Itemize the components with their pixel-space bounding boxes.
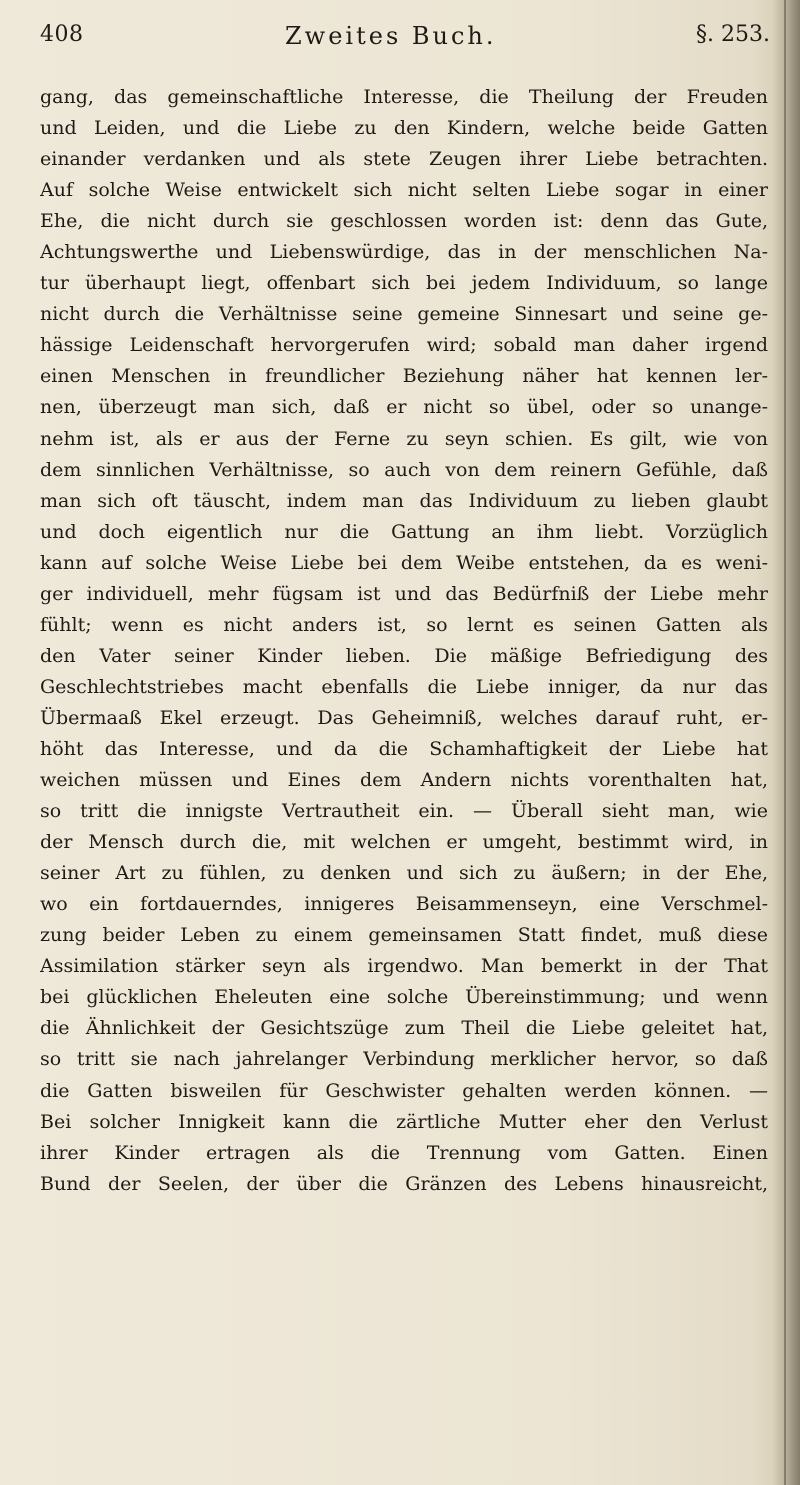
text-line: nen, überzeugt man sich, daß er nicht so übel, oder so unange- [40, 396, 768, 419]
body-text [40, 82, 768, 1200]
text-line: man sich oft täuscht, indem man das Individuum zu lieben glaubt [40, 489, 768, 512]
binding-edge [784, 0, 786, 1485]
text-line: Ehe, die nicht durch sie geschlossen worden ist: denn das Gute, [40, 210, 768, 233]
text-line: fühlt; wenn es nicht anders ist, so lernt es seinen Gatten als [40, 613, 768, 636]
text-line: höht das Interesse, und da die Schamhaftigkeit der Liebe hat [40, 737, 768, 760]
text-line: den Vater seiner Kinder lieben. Die mäßige Befriedigung des [40, 644, 768, 667]
text-line: Auf solche Weise entwickelt sich nicht selten Liebe sogar in einer [40, 179, 768, 202]
text-line: weichen müssen und Eines dem Andern nichts vorenthalten hat, [40, 769, 768, 792]
text-line: so tritt die innigste Vertrautheit ein. — Überall sieht man, wie [40, 800, 768, 823]
text-line: dem sinnlichen Verhältnisse, so auch von dem reinern Gefühle, daß [40, 458, 768, 481]
text-line: Übermaaß Ekel erzeugt. Das Geheimniß, welches darauf ruht, er- [40, 706, 768, 729]
text-line: die Ähnlichkeit der Gesichtszüge zum Theil die Liebe geleitet hat, [40, 1017, 768, 1040]
text-line: der Mensch durch die, mit welchen er umgeht, bestimmt wird, in [40, 831, 768, 854]
page-number: 408 [40, 22, 84, 47]
text-line: und doch eigentlich nur die Gattung an ihm liebt. Vorzüglich [40, 520, 768, 543]
text-line: einander verdanken und als stete Zeugen ihrer Liebe betrachten. [40, 148, 768, 171]
text-line: bei glücklichen Eheleuten eine solche Übereinstimmung; und wenn [40, 986, 768, 1009]
text-line: zung beider Leben zu einem gemeinsamen Statt findet, muß diese [40, 924, 768, 947]
text-line: Geschlechtstriebes macht ebenfalls die Liebe inniger, da nur das [40, 675, 768, 698]
text-line: einen Menschen in freundlicher Beziehung näher hat kennen ler- [40, 365, 768, 388]
section-number: §. 253. [696, 22, 770, 47]
text-line: so tritt sie nach jahrelanger Verbindung merklicher hervor, so daß [40, 1048, 768, 1071]
text-line: nicht durch die Verhältnisse seine gemeine Sinnesart und seine ge- [40, 303, 768, 326]
text-line: hässige Leidenschaft hervorgerufen wird; sobald man daher irgend [40, 334, 768, 357]
text-line: gang, das gemeinschaftliche Interesse, die Theilung der Freuden [40, 86, 768, 108]
text-line: nehm ist, als er aus der Ferne zu seyn schien. Es gilt, wie von [40, 427, 768, 450]
text-line: seiner Art zu fühlen, zu denken und sich zu äußern; in der Ehe, [40, 862, 768, 885]
text-line: Achtungswerthe und Liebenswürdige, das in der menschlichen Na- [40, 241, 768, 264]
running-head: Zweites Buch. [285, 22, 497, 50]
text-line: kann auf solche Weise Liebe bei dem Weibe entstehen, da es weni- [40, 551, 768, 574]
text-line: Bei solcher Innigkeit kann die zärtliche Mutter eher den Verlust [40, 1110, 768, 1133]
text-line: Bund der Seelen, der über die Gränzen des Lebens hinausreicht, [40, 1172, 768, 1195]
text-line: ihrer Kinder ertragen als die Trennung vom Gatten. Einen [40, 1141, 768, 1164]
page-header [40, 22, 770, 62]
text-line: Assimilation stärker seyn als irgendwo. Man bemerkt in der That [40, 955, 768, 978]
text-line: ger individuell, mehr fügsam ist und das Bedürfniß der Liebe mehr [40, 582, 768, 605]
text-line: und Leiden, und die Liebe zu den Kindern, welche beide Gatten [40, 117, 768, 140]
text-line: tur überhaupt liegt, offenbart sich bei jedem Individuum, so lange [40, 272, 768, 295]
text-line: wo ein fortdauerndes, innigeres Beisammenseyn, eine Verschmel- [40, 893, 768, 916]
page-edge-shadow [772, 0, 800, 1485]
text-line: die Gatten bisweilen für Geschwister gehalten werden können. — [40, 1079, 768, 1102]
